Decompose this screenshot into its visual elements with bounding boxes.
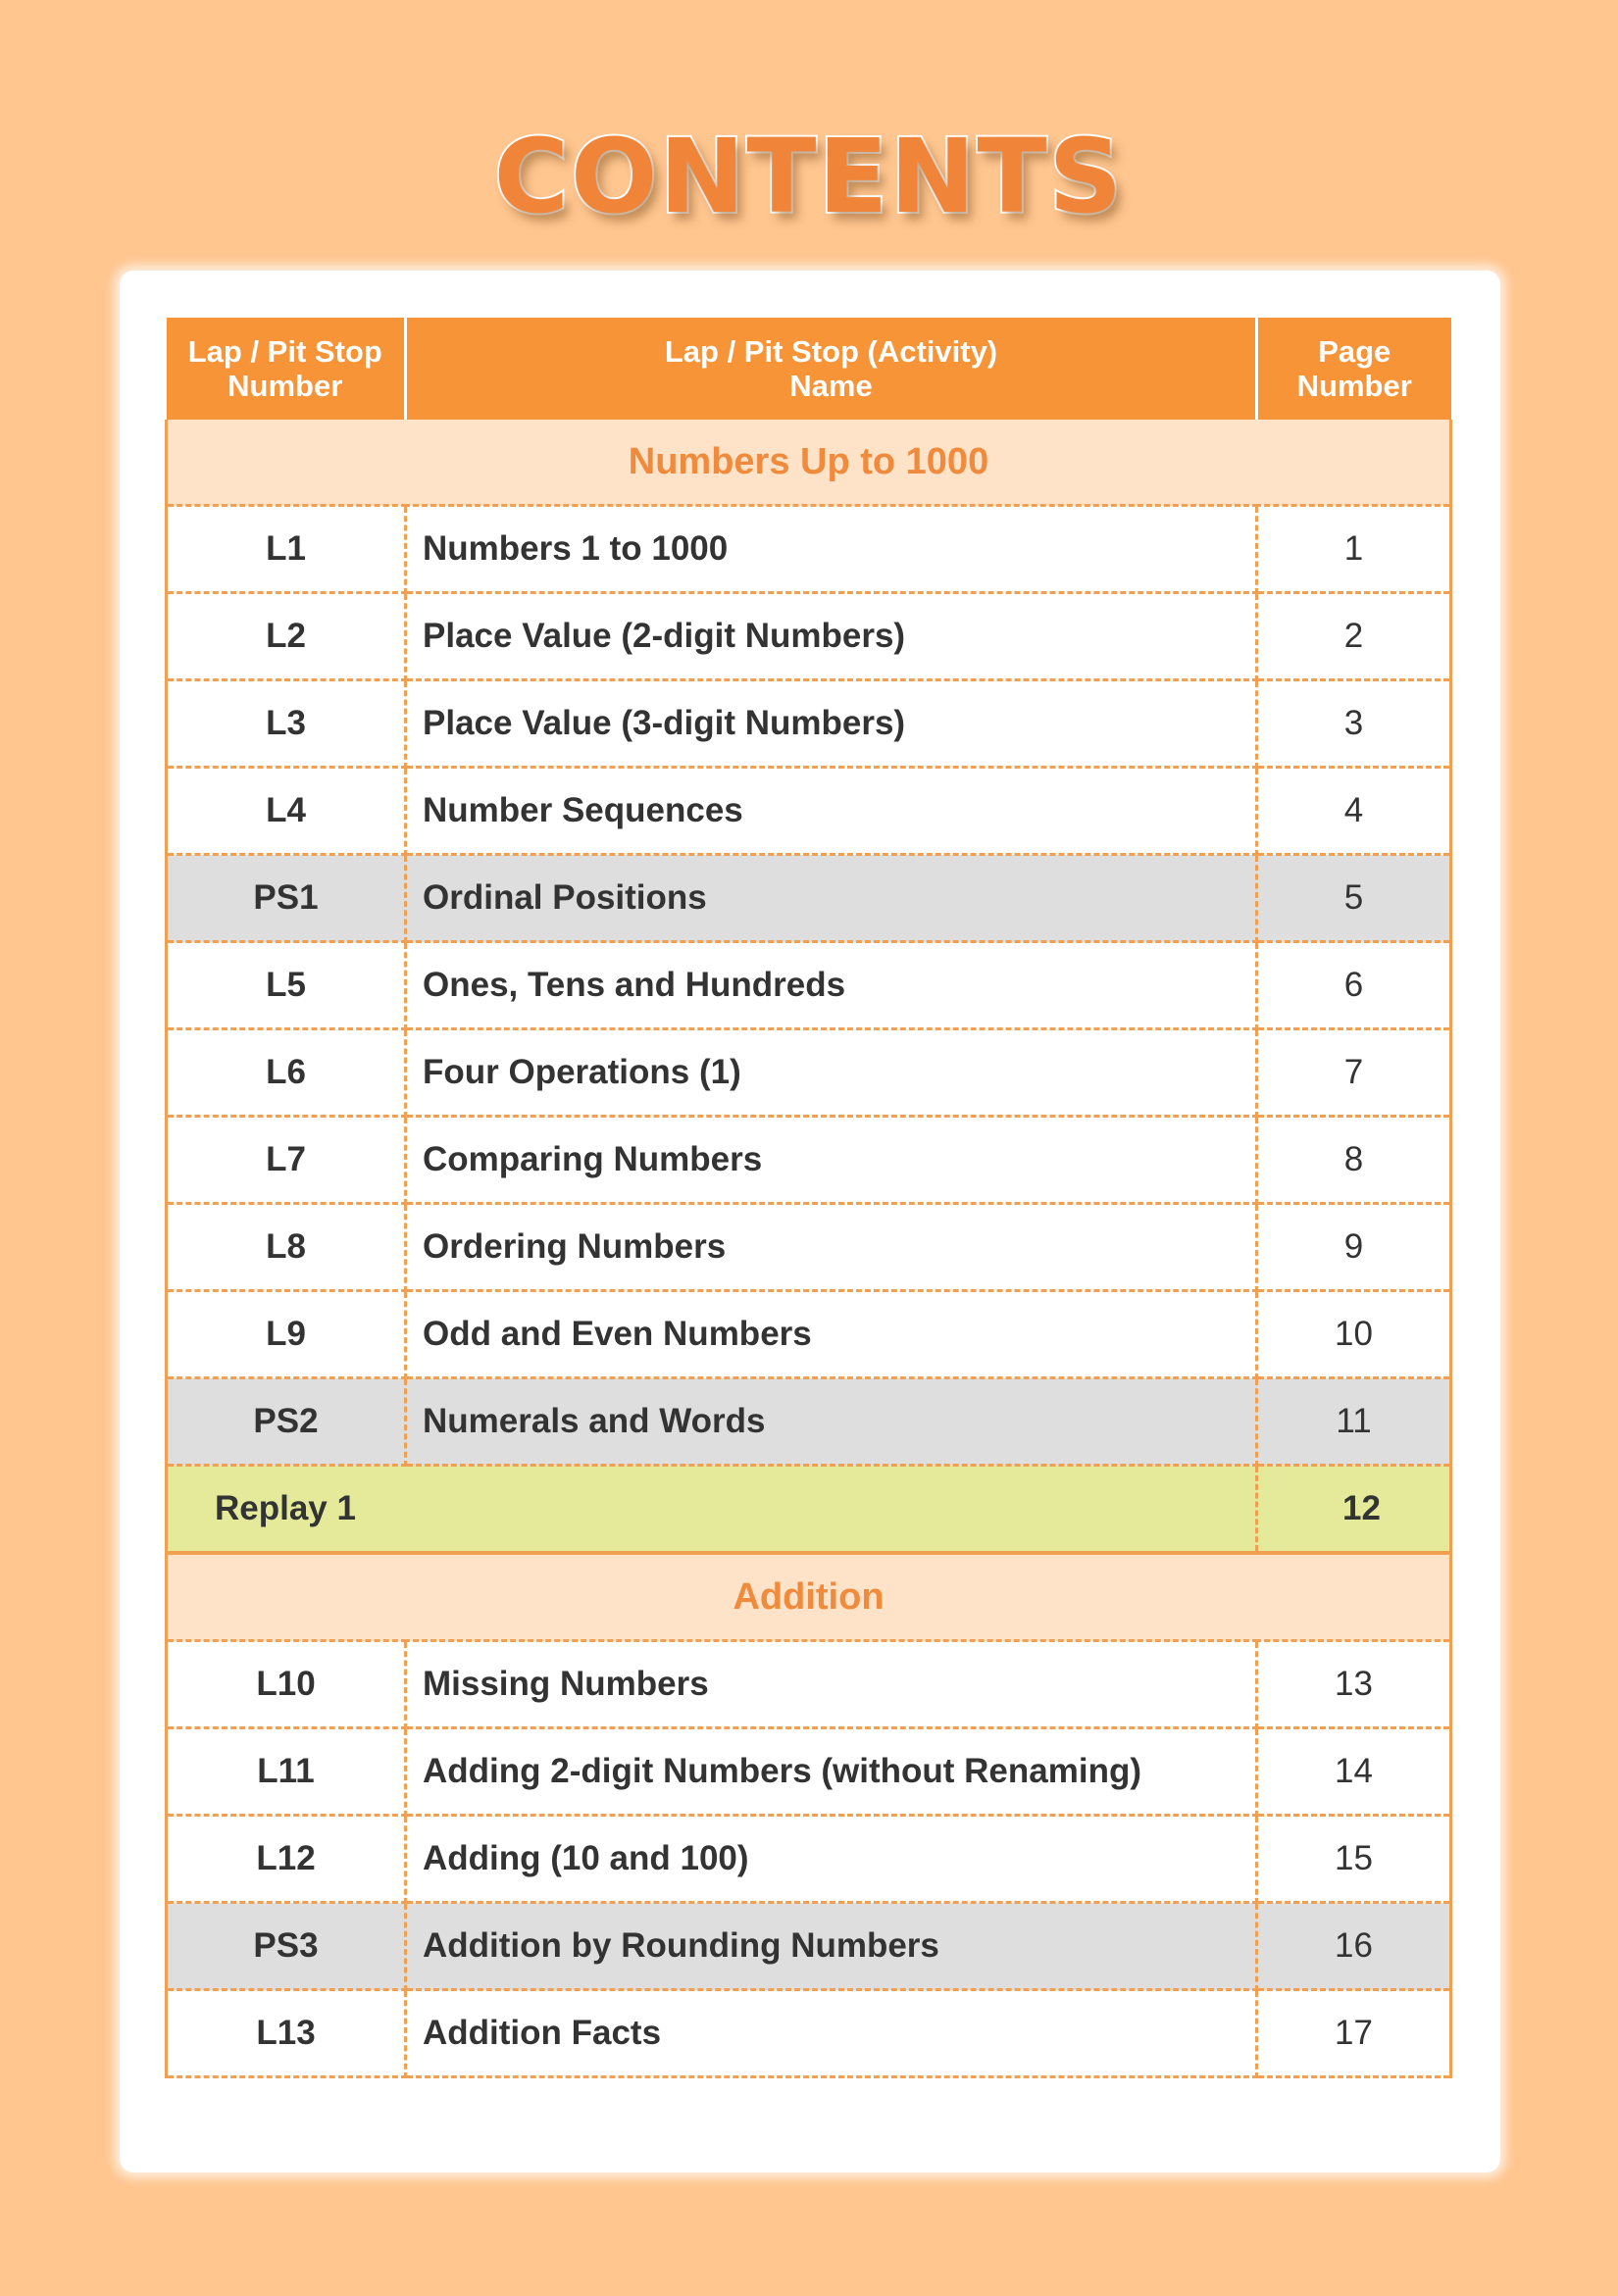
activity-name[interactable]: Ordinal Positions xyxy=(406,855,1257,942)
lap-number: L4 xyxy=(167,768,406,855)
page-title: CONTENTS xyxy=(493,117,1125,236)
lap-number: PS3 xyxy=(167,1903,406,1990)
page-number: 8 xyxy=(1257,1117,1451,1204)
lap-number: L8 xyxy=(167,1204,406,1291)
page-number: 6 xyxy=(1257,942,1451,1029)
page-number: 15 xyxy=(1257,1816,1451,1903)
activity-name[interactable]: Adding 2-digit Numbers (without Renaming) xyxy=(406,1728,1257,1816)
table-row[interactable] xyxy=(167,1816,1451,1903)
section-header-numbers xyxy=(167,420,1451,506)
activity-name[interactable]: Numerals and Words xyxy=(406,1378,1257,1466)
table-row[interactable] xyxy=(167,680,1451,768)
page-number: 5 xyxy=(1257,855,1451,942)
table-row-pitstop[interactable] xyxy=(167,1903,1451,1990)
table-row[interactable] xyxy=(167,942,1451,1029)
activity-name[interactable]: Odd and Even Numbers xyxy=(406,1291,1257,1378)
table-row-pitstop[interactable] xyxy=(167,1378,1451,1466)
lap-number: L10 xyxy=(167,1641,406,1728)
page-number: 9 xyxy=(1257,1204,1451,1291)
activity-name[interactable]: Adding (10 and 100) xyxy=(406,1816,1257,1903)
lap-number: PS1 xyxy=(167,855,406,942)
page-number: 1 xyxy=(1257,506,1451,593)
page-number: 14 xyxy=(1257,1728,1451,1816)
lap-number: L3 xyxy=(167,680,406,768)
lap-number: L11 xyxy=(167,1728,406,1816)
header-lap-number: Lap / Pit Stop Number xyxy=(167,318,406,420)
lap-number: L5 xyxy=(167,942,406,1029)
table-row[interactable] xyxy=(167,1641,1451,1728)
table-row[interactable] xyxy=(167,1204,1451,1291)
table-row[interactable] xyxy=(167,1117,1451,1204)
activity-name[interactable]: Missing Numbers xyxy=(406,1641,1257,1728)
table-row[interactable] xyxy=(167,506,1451,593)
page-number: 11 xyxy=(1257,1378,1451,1466)
table-row[interactable] xyxy=(167,1291,1451,1378)
section-title: Numbers Up to 1000 xyxy=(167,420,1451,506)
lap-number: L1 xyxy=(167,506,406,593)
table-row[interactable] xyxy=(167,1728,1451,1816)
page-number: 17 xyxy=(1257,1990,1451,2077)
lap-number: L12 xyxy=(167,1816,406,1903)
activity-name[interactable]: Ordering Numbers xyxy=(406,1204,1257,1291)
activity-name[interactable]: Addition by Rounding Numbers xyxy=(406,1903,1257,1990)
table-header-row xyxy=(167,318,1451,420)
activity-name[interactable]: Comparing Numbers xyxy=(406,1117,1257,1204)
page-number: 12 xyxy=(1257,1466,1451,1554)
header-activity-name: Lap / Pit Stop (Activity) Name xyxy=(406,318,1257,420)
activity-name[interactable]: Place Value (3-digit Numbers) xyxy=(406,680,1257,768)
activity-name[interactable]: Ones, Tens and Hundreds xyxy=(406,942,1257,1029)
lap-number: PS2 xyxy=(167,1378,406,1466)
activity-name[interactable]: Addition Facts xyxy=(406,1990,1257,2077)
activity-name[interactable]: Four Operations (1) xyxy=(406,1029,1257,1117)
replay-label[interactable]: Replay 1 xyxy=(167,1466,1257,1554)
activity-name[interactable]: Number Sequences xyxy=(406,768,1257,855)
table-row[interactable] xyxy=(167,768,1451,855)
table-row[interactable] xyxy=(167,1990,1451,2077)
table-row[interactable] xyxy=(167,1029,1451,1117)
lap-number: L6 xyxy=(167,1029,406,1117)
section-header-addition xyxy=(167,1553,1451,1641)
page-number: 10 xyxy=(1257,1291,1451,1378)
page-number: 13 xyxy=(1257,1641,1451,1728)
lap-number: L2 xyxy=(167,593,406,680)
page-number: 4 xyxy=(1257,768,1451,855)
table-row[interactable] xyxy=(167,593,1451,680)
section-title: Addition xyxy=(167,1553,1451,1641)
table-row-replay[interactable] xyxy=(167,1466,1451,1554)
activity-name[interactable]: Place Value (2-digit Numbers) xyxy=(406,593,1257,680)
page-number: 7 xyxy=(1257,1029,1451,1117)
lap-number: L13 xyxy=(167,1990,406,2077)
activity-name[interactable]: Numbers 1 to 1000 xyxy=(406,506,1257,593)
page-number: 2 xyxy=(1257,593,1451,680)
page-number: 3 xyxy=(1257,680,1451,768)
page-number: 16 xyxy=(1257,1903,1451,1990)
lap-number: L9 xyxy=(167,1291,406,1378)
table-row-pitstop[interactable] xyxy=(167,855,1451,942)
lap-number: L7 xyxy=(167,1117,406,1204)
header-page-number: Page Number xyxy=(1257,318,1451,420)
contents-table xyxy=(165,318,1452,2078)
